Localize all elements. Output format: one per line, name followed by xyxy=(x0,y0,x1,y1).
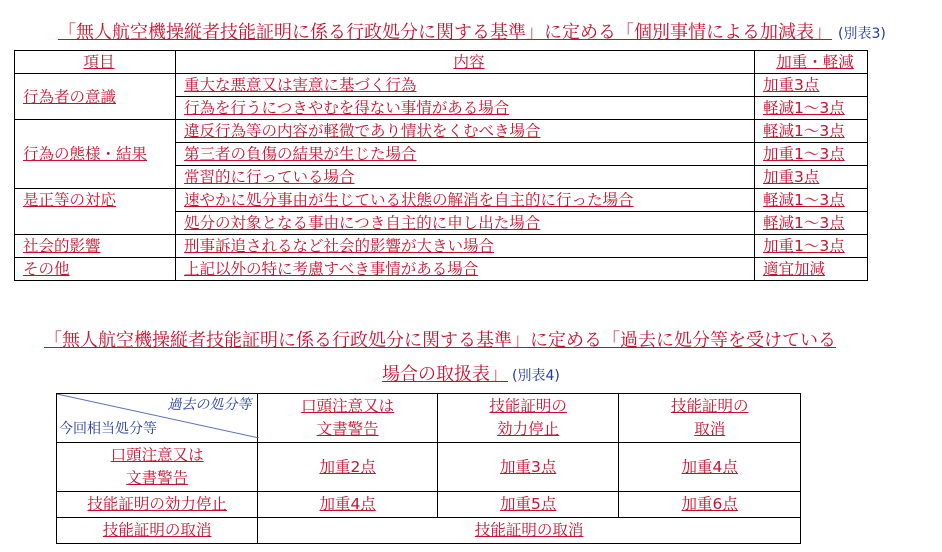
value-text[interactable]: 加重3点 xyxy=(499,457,557,476)
table-header-row xyxy=(15,51,868,74)
category-cell xyxy=(15,120,176,189)
col-header-line2[interactable]: 文書警告 xyxy=(316,420,379,438)
category-cell xyxy=(15,235,176,258)
table2-title xyxy=(44,324,904,393)
value-cell xyxy=(437,492,619,518)
row-header-cell xyxy=(57,492,258,518)
col-header-cell xyxy=(619,394,801,443)
table2-title-line1[interactable]: 「無人航空機操縦者技能証明に係る行政処分に関する基準」に定める「過去に処分等を受けている xyxy=(44,330,836,351)
value-text[interactable]: 加重6点 xyxy=(681,495,738,513)
table2-row xyxy=(57,443,801,492)
header-content-label[interactable]: 内容 xyxy=(453,53,485,71)
content-text[interactable]: 速やかに処分事由が生じている状態の解消を自主的に行った場合 xyxy=(184,191,634,209)
category-cell xyxy=(15,258,176,281)
adjust-text[interactable]: 軽減1～3点 xyxy=(763,122,845,140)
row-header-line1[interactable]: 口頭注意又は xyxy=(110,446,204,464)
row-header-label[interactable]: 技能証明の取消 xyxy=(102,521,212,539)
corner-now-label: 今回相当処分等 xyxy=(59,421,157,437)
content-cell xyxy=(176,143,755,166)
adjust-text[interactable]: 軽減1～3点 xyxy=(763,191,845,209)
adjust-cell xyxy=(755,74,868,97)
table2-row xyxy=(57,492,801,518)
adjust-cell xyxy=(755,143,868,166)
corner-past-label: 過去の処分等 xyxy=(167,397,252,413)
row-header-label[interactable]: 技能証明の効力停止 xyxy=(87,495,227,513)
table-row xyxy=(15,258,868,281)
table2-row xyxy=(57,518,801,544)
content-cell xyxy=(176,212,755,235)
adjust-cell xyxy=(755,212,868,235)
col-header-line2[interactable]: 効力停止 xyxy=(497,420,560,438)
content-cell xyxy=(176,235,755,258)
col-header-cell xyxy=(258,394,438,443)
table-row xyxy=(15,74,868,97)
content-text[interactable]: 第三者の負傷の結果が生じた場合 xyxy=(184,145,417,163)
adjust-text[interactable]: 適宜加減 xyxy=(763,260,826,278)
content-text[interactable]: 上記以外の特に考慮すべき事情がある場合 xyxy=(184,260,479,278)
category-label[interactable]: 是正等の対応 xyxy=(23,191,117,209)
content-cell xyxy=(176,189,755,212)
adjust-text[interactable]: 加重1～3点 xyxy=(763,145,845,163)
row-header-line2[interactable]: 文書警告 xyxy=(126,469,189,487)
row-header-cell xyxy=(57,518,258,544)
header-item-label[interactable]: 項目 xyxy=(83,53,115,71)
adjust-text[interactable]: 軽減1～3点 xyxy=(763,214,845,232)
category-label[interactable]: その他 xyxy=(23,260,70,278)
table1-title-text[interactable]: 「無人航空機操縦者技能証明に係る行政処分に関する基準」に定める「個別事情による加減表」 xyxy=(58,22,832,43)
value-text[interactable]: 加重5点 xyxy=(499,495,557,513)
table-row xyxy=(15,235,868,258)
category-label[interactable]: 社会的影響 xyxy=(23,237,101,255)
header-adjust xyxy=(755,51,868,74)
adjust-text[interactable]: 加重3点 xyxy=(763,168,820,186)
content-text[interactable]: 刑事訴追されるなど社会的影響が大きい場合 xyxy=(184,237,495,255)
table2-header-row xyxy=(57,394,801,443)
col-header-line1[interactable]: 技能証明の xyxy=(489,397,567,415)
header-content xyxy=(176,51,755,74)
content-cell xyxy=(176,74,755,97)
value-text[interactable]: 技能証明の取消 xyxy=(474,521,584,539)
content-text[interactable]: 常習的に行っている場合 xyxy=(184,168,355,186)
content-cell xyxy=(176,120,755,143)
value-cell xyxy=(437,443,619,492)
category-cell xyxy=(15,74,176,120)
content-text[interactable]: 処分の対象となる事由につき自主的に申し出た場合 xyxy=(184,214,541,232)
adjust-cell xyxy=(755,166,868,189)
value-text[interactable]: 加重4点 xyxy=(319,495,376,513)
adjust-cell xyxy=(755,189,868,212)
value-text[interactable]: 加重4点 xyxy=(681,457,738,476)
table1-title xyxy=(58,18,938,44)
adjust-cell xyxy=(755,235,868,258)
adjust-text[interactable]: 加重1～3点 xyxy=(763,237,845,255)
col-header-line1[interactable]: 口頭注意又は xyxy=(301,397,395,415)
col-header-line2[interactable]: 取消 xyxy=(694,420,726,438)
adjust-cell xyxy=(755,120,868,143)
value-cell xyxy=(258,518,801,544)
value-cell xyxy=(619,443,801,492)
category-label[interactable]: 行為者の意識 xyxy=(23,87,117,106)
content-cell xyxy=(176,258,755,281)
value-cell xyxy=(258,443,438,492)
prior-penalty-table xyxy=(56,393,801,544)
row-header-cell xyxy=(57,443,258,492)
content-cell xyxy=(176,97,755,120)
header-adjust-label[interactable]: 加重・軽減 xyxy=(776,53,854,71)
content-text[interactable]: 重大な悪意又は害意に基づく行為 xyxy=(184,76,417,94)
adjust-cell xyxy=(755,97,868,120)
value-cell xyxy=(258,492,438,518)
content-text[interactable]: 違反行為等の内容が軽微であり情状をくむべき場合 xyxy=(184,122,541,140)
table-row xyxy=(15,120,868,143)
col-header-cell xyxy=(437,394,619,443)
table2-title-line2[interactable]: 場合の取扱表」 xyxy=(382,364,508,385)
adjustment-table xyxy=(14,50,868,281)
table2-note: (別表4) xyxy=(512,368,560,384)
content-text[interactable]: 行為を行うにつきやむを得ない事情がある場合 xyxy=(184,99,510,117)
corner-cell xyxy=(57,394,258,443)
value-cell xyxy=(619,492,801,518)
category-label[interactable]: 行為の態様・結果 xyxy=(23,145,148,163)
category-cell xyxy=(15,189,176,235)
col-header-line1[interactable]: 技能証明の xyxy=(670,397,749,415)
header-item xyxy=(15,51,176,74)
table-row xyxy=(15,189,868,212)
value-text[interactable]: 加重2点 xyxy=(319,457,376,476)
table1-note: (別表3) xyxy=(838,26,886,42)
adjust-text[interactable]: 軽減1～3点 xyxy=(763,99,845,117)
adjust-text[interactable]: 加重3点 xyxy=(763,76,820,94)
adjust-cell xyxy=(755,258,868,281)
content-cell xyxy=(176,166,755,189)
